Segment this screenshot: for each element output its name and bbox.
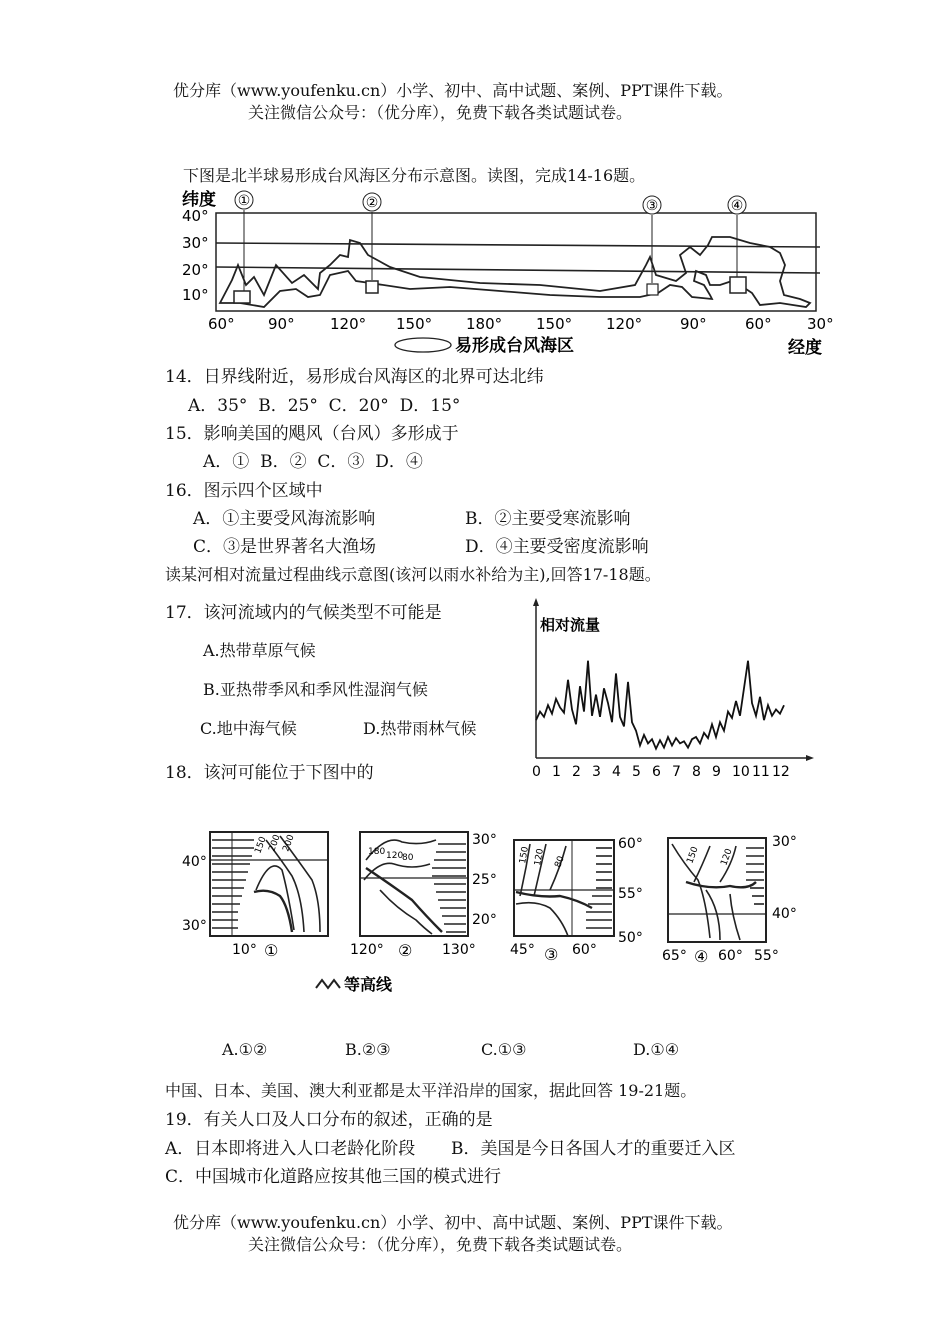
q17-option-c[interactable]: C.地中海气候 [200,719,297,738]
q19-option-b[interactable] [451,1134,736,1159]
q14-option-a[interactable]: A．35° [188,396,248,416]
legend-ellipse [395,338,451,352]
map1-id: ① [264,941,279,960]
river-map-4 [662,834,797,966]
q16-option-d[interactable]: D．④主要受密度流影响 [465,537,649,557]
q16-option-b[interactable]: B．②主要受寒流影响 [465,509,631,529]
x-tick-label: 6 [652,764,661,780]
y-axis-arrow [533,598,539,606]
x-tick-label: 1 [552,764,561,780]
q17-option-a[interactable]: A.热带草原气候 [203,641,316,660]
q15-option-c[interactable]: C．③ [317,452,365,472]
map1-lat-1: 40° [182,854,207,870]
q17-stem: 17．该河流域内的气候类型不可能是 [165,603,442,623]
q17-option-d-text: 热带雨林气候 [380,719,477,738]
map4-id: ④ [694,947,709,966]
lon-tick-7: 90° [680,315,707,333]
q18-option-c[interactable]: C.①③ [481,1040,527,1059]
region-box-1 [234,291,250,303]
map2-lon-1: 120° [350,942,384,958]
lon-tick-5: 150° [536,315,573,333]
marker-label-2: ② [365,195,379,211]
footer-line-2: 关注微信公众号：（优分库），免费下载各类试题试卷。 [248,1235,633,1254]
header-line-1: 优分库（www.youfenku.cn）小学、初中、高中试题、案例、PPT课件下载。 [173,81,733,100]
q15-option-d-letter: D． [375,452,406,472]
river-maps [180,820,810,1000]
q15-stem: 15．影响美国的飓风（台风）多形成于 [165,424,459,444]
marker-label-4: ④ [730,198,744,214]
marker-label-3: ③ [645,198,659,214]
q14-stem: 14．日界线附近，易形成台风海区的北界可达北纬 [165,367,544,387]
q19-stem: 19．有关人口及人口分布的叙述，正确的是 [165,1110,493,1130]
map1-lat-2: 30° [182,918,207,934]
map3-lon-2: 60° [572,942,597,958]
lat-line-20 [216,267,820,273]
contour-legend-icon [316,980,340,988]
q16-option-c[interactable]: C．③是世界著名大渔场 [193,537,377,557]
q15-options [203,447,423,472]
map3-lat-2: 55° [618,886,643,902]
x-tick-label: 4 [612,764,621,780]
q19-option-b-text: 美国是今日各国人才的重要迁入区 [480,1139,736,1159]
map2-lat-1: 30° [472,832,497,848]
map2-lat-3: 20° [472,912,497,928]
lat-tick-10: 10° [182,286,209,304]
lon-tick-1: 90° [268,315,295,333]
lon-tick-2: 120° [330,315,367,333]
contour-legend-label: 等高线 [344,975,393,994]
q17-option-d[interactable] [363,716,476,739]
x-tick-label: 9 [712,764,721,780]
x-tick-label: 12 [772,764,790,780]
lat-tick-30: 30° [182,234,209,252]
q18-option-d[interactable]: D.①④ [633,1040,680,1059]
intro-pacific: 中国、日本、美国、澳大利亚都是太平洋沿岸的国家，据此回答 19-21题。 [165,1081,697,1100]
map3-lat-1: 60° [618,836,643,852]
q16-stem: 16．图示四个区域中 [165,481,323,501]
q14-option-d-letter: D． [399,396,431,416]
q18-option-a[interactable]: A.①② [222,1040,268,1059]
lat-tick-20: 20° [182,261,209,279]
typhoon-map [180,185,850,357]
q14-option-c[interactable]: C．20° [328,396,389,416]
footer-line-1: 优分库（www.youfenku.cn）小学、初中、高中试题、案例、PPT课件下载。 [173,1213,733,1232]
lon-tick-6: 120° [606,315,643,333]
q17-option-d-letter: D. [363,719,381,738]
q19-option-c[interactable]: C．中国城市化道路应按其他三国的模式进行 [165,1167,502,1187]
x-tick-label: 10 [732,764,750,780]
q15-option-d-text: ④ [405,452,423,472]
lon-tick-8: 60° [745,315,772,333]
lon-tick-9: 30° [807,315,834,333]
x-tick-label: 8 [692,764,701,780]
map3-contour-c: 80 [553,854,567,870]
region-box-2 [366,281,378,293]
q18-stem: 18．该河可能位于下图中的 [165,763,374,783]
x-axis-arrow [806,755,814,761]
x-tick-label: 0 [532,764,541,780]
map1-lon-1: 10° [232,942,257,958]
lon-tick-3: 150° [396,315,433,333]
q17-option-b[interactable]: B.亚热带季风和季风性湿润气候 [203,680,428,699]
map1-contour-c: 200 [281,833,297,854]
region-box-4 [730,277,746,293]
flow-chart [520,598,820,788]
river-map-3 [510,836,643,964]
intro-river: 读某河相对流量过程曲线示意图(该河以雨水补给为主),回答17-18题。 [165,565,661,584]
q16-option-a-text: ①主要受风海流影响 [222,509,376,529]
q18-option-b[interactable]: B.②③ [345,1040,391,1059]
map2-lat-2: 25° [472,872,497,888]
q19-option-b-letter: B． [451,1139,481,1159]
x-tick-label: 3 [592,764,601,780]
map4-lon-3: 55° [754,948,779,964]
flow-series-line [536,661,784,749]
map-xlabel: 经度 [788,338,822,357]
x-tick-label: 5 [632,764,641,780]
map4-lon-2: 60° [718,948,743,964]
q19-option-a[interactable]: A．日本即将进入人口老龄化阶段 [165,1139,416,1159]
map3-id: ③ [544,945,559,964]
map-ylabel: 纬度 [182,190,216,210]
map1-contour-b: 200 [267,833,283,854]
q14-options [188,391,460,416]
q14-option-d[interactable] [400,396,461,416]
lon-tick-0: 60° [208,315,235,333]
region-box-3 [647,284,658,295]
map4-contour-b: 120 [719,847,735,868]
q16-option-a-letter: A． [193,509,223,529]
map2-contour-c: 80 [402,853,414,863]
map4-lat-2: 40° [772,906,797,922]
lat-line-30 [216,243,820,247]
q15-option-a[interactable]: A．① [203,452,250,472]
q14-option-b[interactable]: B．25° [258,396,318,416]
map3-contour-b: 120 [533,847,546,867]
river-map-2 [350,832,497,960]
map4-lat-1: 30° [772,834,797,850]
map3-lat-3: 50° [618,930,643,946]
chart-title: 相对流量 [540,616,601,634]
map2-lon-2: 130° [442,942,476,958]
q15-option-b[interactable]: B．② [260,452,307,472]
map2-id: ② [398,941,413,960]
map4-frame [668,838,766,942]
lon-tick-4: 180° [466,315,503,333]
map1-contour-a: 150 [253,835,269,856]
map2-contour-a: 180 [368,847,386,857]
map2-contour-b: 120 [386,851,404,861]
river-map-1 [182,832,328,960]
map3-contour-a: 150 [518,845,531,865]
map4-contour-a: 150 [685,845,701,866]
marker-label-1: ① [237,193,251,209]
header-line-2: 关注微信公众号：（优分库），免费下载各类试题试卷。 [248,103,633,122]
q14-option-d-text: 15° [430,396,461,416]
lat-tick-40: 40° [182,207,209,225]
map4-lon-1: 65° [662,948,687,964]
x-tick-label: 11 [752,764,770,780]
x-tick-label: 2 [572,764,581,780]
map3-lon-1: 45° [510,942,535,958]
q16-option-a[interactable] [193,504,375,529]
q15-option-d[interactable] [375,452,423,472]
intro-typhoon: 下图是北半球易形成台风海区分布示意图。读图，完成14-16题。 [183,166,646,185]
legend-label: 易形成台风海区 [455,336,574,356]
x-tick-label: 7 [672,764,681,780]
